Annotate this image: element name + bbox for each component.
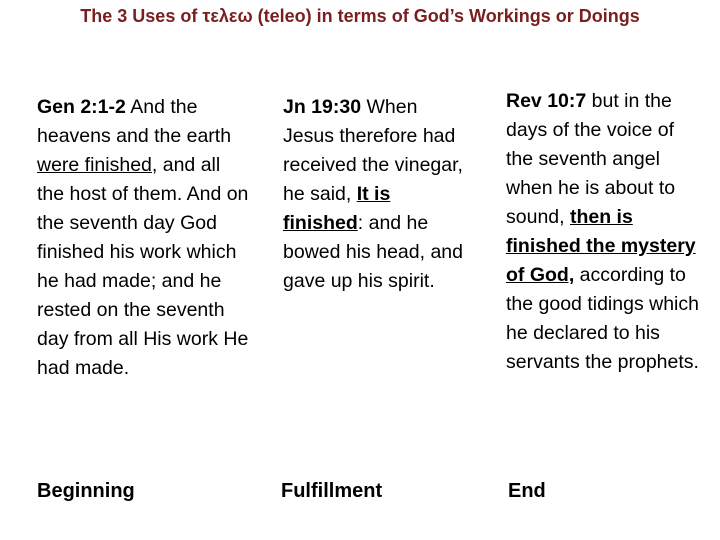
revelation-reference: Rev 10:7 [506,90,587,112]
title-prefix: The 3 Uses of [80,6,203,26]
john-text-1: When Jesus therefore had received the vinegar, he said, [283,96,463,205]
footer-end: End [508,480,546,502]
revelation-emphasis: then is finished the mystery of God, [506,206,696,286]
revelation-text-2: according to the good tidings which he declared to his servants the prophets. [506,264,699,373]
john-emphasis: It is finished [283,183,391,234]
footer-beginning: Beginning [37,480,135,502]
genesis-text-2: , and all the host of them. And on the seventh day God finished his work which he had made; and he rested on the seventh day from all His work He had made. [37,154,249,379]
john-column [283,93,468,296]
title-greek: τελεω [202,6,253,26]
genesis-column [37,93,252,383]
footer-fulfillment: Fulfillment [281,480,383,502]
genesis-reference: Gen 2:1-2 [37,96,126,118]
title-suffix: (teleo) in terms of God’s Workings or Doings [252,6,640,26]
revelation-column [506,87,701,377]
genesis-emphasis: were finished [37,154,152,176]
revelation-text-1: but in the days of the voice of the seventh angel when he is about to sound, [506,90,676,228]
page-title [0,6,720,27]
john-reference: Jn 19:30 [283,96,362,118]
john-text-2: : and he bowed his head, and gave up his spirit. [283,212,463,292]
genesis-text-1: And the heavens and the earth [37,96,232,147]
